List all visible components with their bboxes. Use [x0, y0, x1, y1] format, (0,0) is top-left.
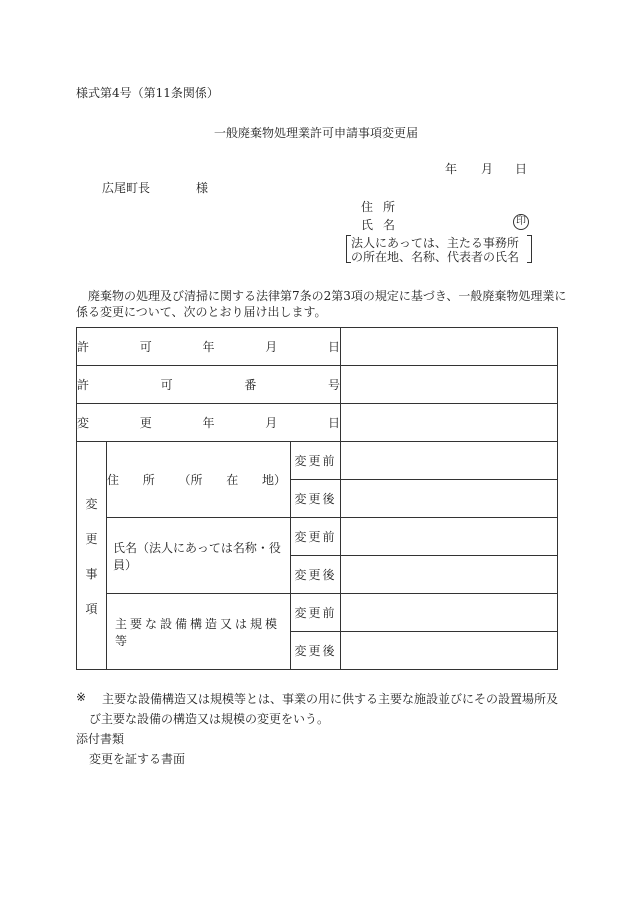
name-label: 氏名 — [361, 218, 406, 232]
label-char: 許 — [77, 340, 90, 354]
label-char: 月 — [265, 340, 278, 354]
note-line2: び主要な設備の構造又は規模の変更をいう。 — [89, 712, 330, 726]
address-before-label: 変更前 — [291, 442, 341, 480]
document-title: 一般廃棄物処理業許可申請事項変更届 — [214, 126, 419, 140]
corporation-note-line1: 法人にあっては、主たる事務所 — [351, 236, 519, 250]
label-char: 更 — [139, 416, 152, 430]
label-char: 番 — [244, 378, 257, 392]
item-address-label — [107, 442, 291, 518]
addressee-name: 広尾町長 — [102, 181, 151, 195]
change-date-label — [77, 404, 341, 442]
label-char: 事 — [85, 566, 98, 581]
item-facility-label: 主要な設備構造又は規模等 — [107, 594, 291, 670]
permit-number-label — [77, 366, 341, 404]
permit-number-row — [77, 366, 558, 404]
name-before-row — [77, 518, 558, 556]
facility-after-field[interactable] — [341, 632, 558, 670]
address-before-row — [77, 442, 558, 480]
label-char: 年 — [202, 416, 215, 430]
item-name-label: 氏名（法人にあっては名称・役員） — [107, 518, 291, 594]
address-before-field[interactable] — [341, 442, 558, 480]
label-char: 所 — [142, 473, 155, 487]
address-label — [361, 198, 406, 215]
change-date-row — [77, 404, 558, 442]
label-char: 在 — [226, 473, 239, 487]
corporation-note — [346, 234, 532, 262]
label-char: 日 — [327, 340, 340, 354]
facility-before-row — [77, 594, 558, 632]
label-char: 地） — [261, 473, 286, 487]
label-char: 住 — [107, 473, 120, 487]
permit-date-label — [77, 328, 341, 366]
label-char: 変 — [85, 496, 98, 511]
label-char: 号 — [327, 378, 340, 392]
label-char: 可 — [139, 340, 152, 354]
facility-before-label: 変更前 — [291, 594, 341, 632]
bracket-right — [527, 235, 532, 263]
form-number: 様式第4号（第11条関係） — [76, 86, 219, 100]
label-char: 変 — [77, 416, 90, 430]
seal-mark: 印 — [513, 214, 529, 230]
note-line1: 主要な設備構造又は規模等とは、事業の用に供する主要な施設並びにその設置場所及 — [102, 692, 559, 706]
date-day-label: 日 — [515, 162, 528, 176]
label-char: 許 — [77, 378, 90, 392]
address-after-field[interactable] — [341, 480, 558, 518]
attachments-item: 変更を証する書面 — [89, 752, 186, 766]
permit-date-row — [77, 328, 558, 366]
addressee-honorific: 様 — [196, 181, 209, 195]
label-char: （所 — [178, 473, 203, 487]
change-items-label — [77, 442, 107, 670]
note-marker: ※ — [76, 690, 87, 704]
body-text-line1: 廃棄物の処理及び清掃に関する法律第7条の2第3項の規定に基づき、一般廃棄物処理業に — [76, 289, 567, 303]
facility-after-label: 変更後 — [291, 632, 341, 670]
body-text-line2: 係る変更について、次のとおり届け出します。 — [76, 305, 327, 319]
name-after-label: 変更後 — [291, 556, 341, 594]
label-char: 項 — [85, 601, 98, 616]
label-char: 月 — [265, 416, 278, 430]
name-before-field[interactable] — [341, 518, 558, 556]
corporation-note-line2: の所在地、名称、代表者の氏名 — [351, 250, 520, 264]
label-char: 可 — [160, 378, 173, 392]
address-label-text: 住所 — [361, 200, 406, 214]
change-date-field[interactable] — [341, 404, 558, 442]
name-before-label: 変更前 — [291, 518, 341, 556]
name-after-field[interactable] — [341, 556, 558, 594]
facility-before-field[interactable] — [341, 594, 558, 632]
date-year-label: 年 — [445, 162, 458, 176]
permit-number-field[interactable] — [341, 366, 558, 404]
label-char: 日 — [327, 416, 340, 430]
permit-date-field[interactable] — [341, 328, 558, 366]
label-char: 更 — [85, 531, 98, 546]
attachments-heading: 添付書類 — [76, 732, 125, 746]
address-after-label: 変更後 — [291, 480, 341, 518]
change-form-table — [76, 327, 558, 670]
date-month-label: 月 — [481, 162, 494, 176]
label-char: 年 — [202, 340, 215, 354]
